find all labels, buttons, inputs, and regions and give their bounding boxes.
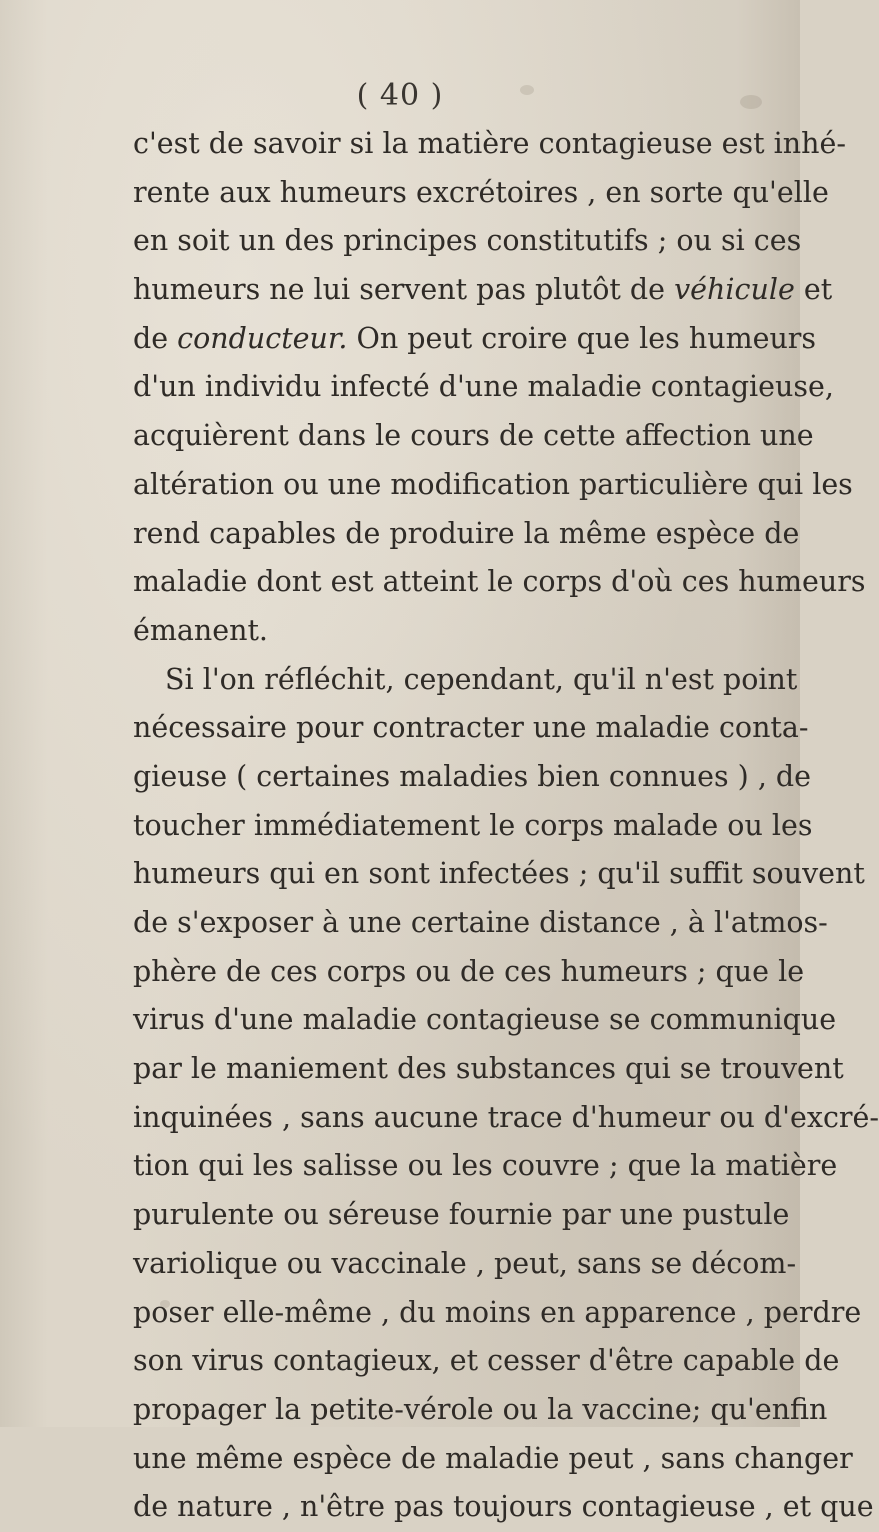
- page-number: ( 40 ): [356, 78, 444, 113]
- text-line: inquinées , sans aucune trace d'humeur ou d'excré-: [133, 1100, 879, 1134]
- text-line: c'est de savoir si la matière contagieuse est inhé-: [133, 127, 846, 160]
- text-line: nécessaire pour contracter une maladie conta-: [133, 711, 809, 745]
- text-segment: On peut croire que les humeurs: [347, 321, 817, 355]
- text-line: [133, 266, 833, 315]
- italic-term: véhicule: [674, 273, 795, 307]
- text-line: phère de ces corps ou de ces humeurs ; que le: [133, 954, 805, 988]
- text-line: tion qui les salisse ou les couvre ; que la matière: [133, 1149, 838, 1183]
- text-line: une même espèce de maladie peut , sans changer: [133, 1441, 853, 1475]
- text-segment: de: [133, 321, 178, 355]
- text-line: propager la petite-vérole ou la vaccine; qu'enfin: [133, 1392, 828, 1426]
- text-line: rend capables de produire la même espèce de: [133, 516, 800, 550]
- text-line: acquièrent dans le cours de cette affection une: [133, 419, 814, 453]
- text-line: de nature , n'être pas toujours contagieuse , et que: [133, 1490, 874, 1524]
- text-line: d'un individu infecté d'une maladie contagieuse,: [133, 370, 834, 404]
- text-line: maladie dont est atteint le corps d'où ces humeurs: [133, 565, 866, 599]
- italic-term: conducteur.: [177, 321, 348, 355]
- body-text: [133, 120, 879, 1532]
- text-line: toucher immédiatement le corps malade ou les: [133, 808, 813, 842]
- text-line: émanent.: [133, 613, 268, 647]
- text-line: en soit un des principes constitutifs ; ou si ces: [133, 224, 802, 258]
- text-line: purulente ou séreuse fournie par une pustule: [133, 1198, 790, 1232]
- text-line: son virus contagieux, et cesser d'être capable de: [133, 1344, 840, 1378]
- text-line: altération ou une modification particulière qui les: [133, 467, 853, 501]
- text-line: variolique ou vaccinale , peut, sans se décom-: [133, 1246, 797, 1280]
- text-line: rente aux humeurs excrétoires , en sorte qu'elle: [133, 175, 829, 209]
- text-line: virus d'une maladie contagieuse se communique: [133, 1003, 837, 1037]
- text-line: de s'exposer à une certaine distance , à l'atmos-: [133, 906, 828, 939]
- text-line: Si l'on réfléchit, cependant, qu'il n'est point: [165, 662, 798, 696]
- text-line: humeurs qui en sont infectées ; qu'il suffit souvent: [133, 857, 865, 891]
- text-line: poser elle-même , du moins en apparence , perdre: [133, 1295, 862, 1329]
- text-line: gieuse ( certaines maladies bien connues ) , de: [133, 759, 812, 793]
- text-line: par le maniement des substances qui se trouvent: [133, 1052, 844, 1086]
- text-segment: et: [794, 273, 833, 307]
- text-segment: humeurs ne lui servent pas plutôt de: [133, 273, 675, 307]
- text-line: [133, 315, 817, 364]
